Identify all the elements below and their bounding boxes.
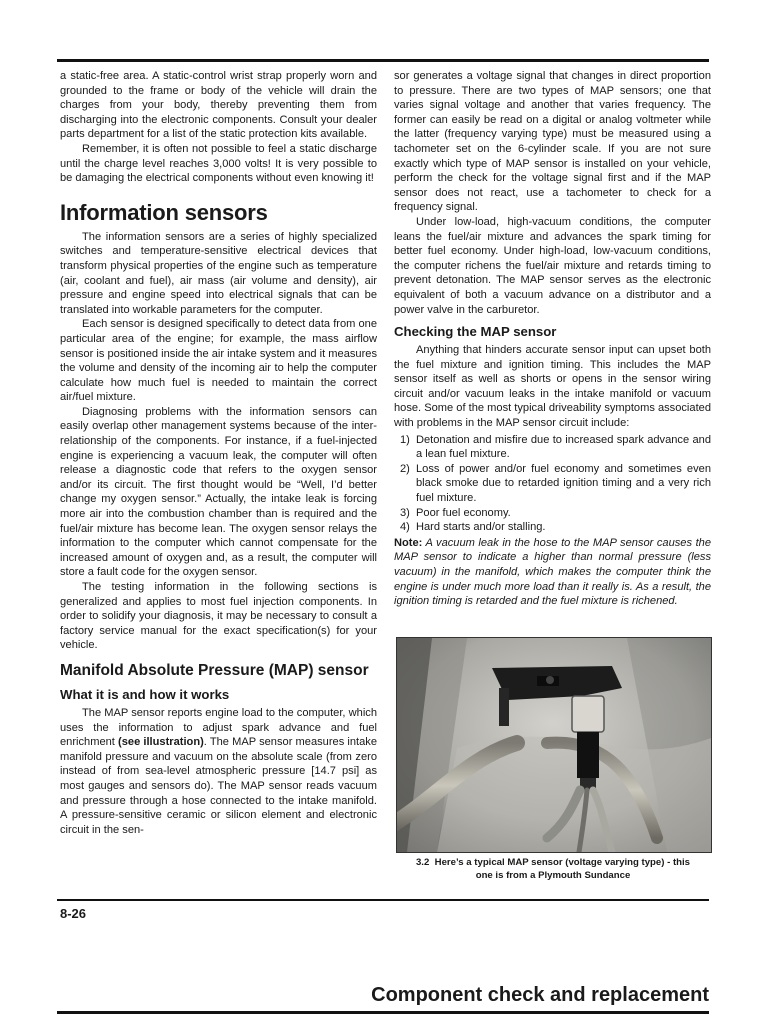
list-item <box>394 520 711 535</box>
note-text: A vacuum leak in the hose to the MAP sensor causes the MAP sensor to indicate a higher than normal pressure (less vacuum) in the manifold, which makes the computer think the engine is under much more load than it really is. As a result, the ignition timing is retarded and the fuel mixture is richened. <box>394 536 711 608</box>
sub-subsection-heading: What it is and how it works <box>60 686 230 702</box>
top-rule <box>57 59 709 62</box>
map-sensor-photo <box>396 637 712 853</box>
list-text: Loss of power and/or fuel economy and sometimes even black smoke due to retarded ignition timing and a very rich fuel mixture. <box>416 462 711 505</box>
bottom-rule <box>57 899 709 901</box>
paragraph-text: The MAP sensor reports engine load to the computer, which uses the information to adjust spark advance and fuel enrichment <box>60 706 377 749</box>
paragraph: Under low-load, high-vacuum conditions, the computer leans the fuel/air mixture and advances the spark timing for better fuel economy. Under high-load, low-vacuum conditions, the computer richens the fuel/air mixture and retards timing to prevent detonation. The MAP sensor serves as the electronic equivalent of both a vacuum advance on a distributor and a power valve in the carburetor. <box>394 215 711 316</box>
paragraph <box>60 706 377 837</box>
list-item <box>394 506 711 521</box>
paragraph: Anything that hinders accurate sensor input can upset both the fuel mixture and ignition timing. This includes the MAP sensor itself as well as shorts or opens in the sensor wiring circuit and/or vacuum leaks in the intake manifold or vacuum hose. Some of the most typical driveability symptoms associated with problems in the MAP sensor circuit include: <box>394 344 711 430</box>
list-text: Detonation and misfire due to increased spark advance and a lean fuel mixture. <box>416 433 711 461</box>
list-text: Poor fuel economy. <box>416 506 511 519</box>
subsection-heading: Manifold Absolute Pressure (MAP) sensor <box>60 661 369 679</box>
paragraph: The testing information in the following sections is generalized and applies to most fuel injection components. In order to solidify your diagnosis, it may be necessary to consult a factory service manual for the exact specification(s) for your vehicle. <box>60 581 377 652</box>
list-number: 1) <box>400 433 410 446</box>
section-heading: Information sensors <box>60 199 268 225</box>
paragraph: sor generates a voltage signal that changes in direct proportion to pressure. There are two types of MAP sensors; one that varies signal voltage and another that varies frequency. The former can easily be read on a digital or analog voltmeter while the latter (frequency varying type) must be measured using a tachometer set on the 6-cylinder scale. If you are not sure exactly which type of MAP sensor is installed on your vehicle, perform the check for the voltage signal first and if the MAP sensor does not react, use a tachometer to check for a frequency signal. <box>394 70 711 214</box>
caption-line: one is from a Plymouth Sundance <box>475 869 631 881</box>
list-text: Hard starts and/or stalling. <box>416 521 546 534</box>
page-number: 8-26 <box>60 906 87 921</box>
paragraph-text: . The MAP sensor measures intake manifold pressure and vacuum on the absolute scale (from zero instead of from sea-level atmospheric pressure [14.7 psi] as most gauges and sensors do). The MAP sensor reads vacuum and pressure through a hose connected to the intake manifold. A pressure-sensitive ceramic or silicon element and electronic circuit in the sen- <box>60 736 378 836</box>
list-item <box>394 462 711 506</box>
left-column <box>60 69 377 837</box>
list-item <box>394 433 711 462</box>
list-number: 3) <box>400 506 410 519</box>
footer-rule <box>57 1011 709 1014</box>
caption-line: Here’s a typical MAP sensor (voltage varying type) - this <box>434 857 691 868</box>
chapter-title: Component check and replacement <box>371 984 709 1006</box>
paragraph: Each sensor is designed specifically to detect data from one particular area of the engine; for example, the mass airflow sensor is positioned inside the air intake system and it measures the volume and density of the incoming air to help the computer calculate how much fuel is needed to maintain the correct air/fuel mixture. <box>60 318 377 404</box>
figure-number: 3.2 <box>415 857 430 868</box>
list-number: 4) <box>400 521 410 534</box>
map-sensor-illustration <box>397 638 711 852</box>
note-label: Note: <box>394 536 423 549</box>
paragraph: Remember, it is often not possible to feel a static discharge until the charge level reaches 3,000 volts! It is very possible to be damaging the electrical components without even knowing it! <box>60 142 377 185</box>
paragraph: a static-free area. A static-control wrist strap properly worn and grounded to the frame or body of the vehicle will drain the charges from your body, thereby preventing them from discharging into the electronic components. Consult your dealer parts department for a list of the static protection kits available. <box>60 70 377 141</box>
figure-caption <box>396 857 710 882</box>
subsection-heading: Checking the MAP sensor <box>394 324 557 340</box>
paragraph: The information sensors are a series of highly specialized switches and temperature-sensitive electrical devices that transform physical properties of the engine such as temperature (air, coolant and fuel), air mass (air volume and density), air pressure and engine speed into electrical signals that can be translated into workable parameters for the computer. <box>60 230 377 316</box>
list-number: 2) <box>400 462 410 475</box>
illustration-reference: (see illustration) <box>118 736 204 749</box>
symptom-list <box>394 433 711 535</box>
paragraph: Diagnosing problems with the information sensors can easily overlap other management systems because of the inter-relationship of the components. For instance, if a fuel-injected engine is experiencing a vacuum leak, the computer will often release a diagnostic code that refers to the oxygen sensor and/or its circuit. The first thought would be “Well, I’d better change my oxygen sensor.” Actually, the intake leak is forcing more air into the combustion chamber than is required and the fuel/air mixture has become lean. The oxygen sensor relays the information to the computer which cannot compensate for the increased amount of oxygen and, as a result, the computer will store a fault code for the oxygen sensor. <box>60 405 377 579</box>
note <box>394 536 711 609</box>
right-column <box>394 69 711 609</box>
